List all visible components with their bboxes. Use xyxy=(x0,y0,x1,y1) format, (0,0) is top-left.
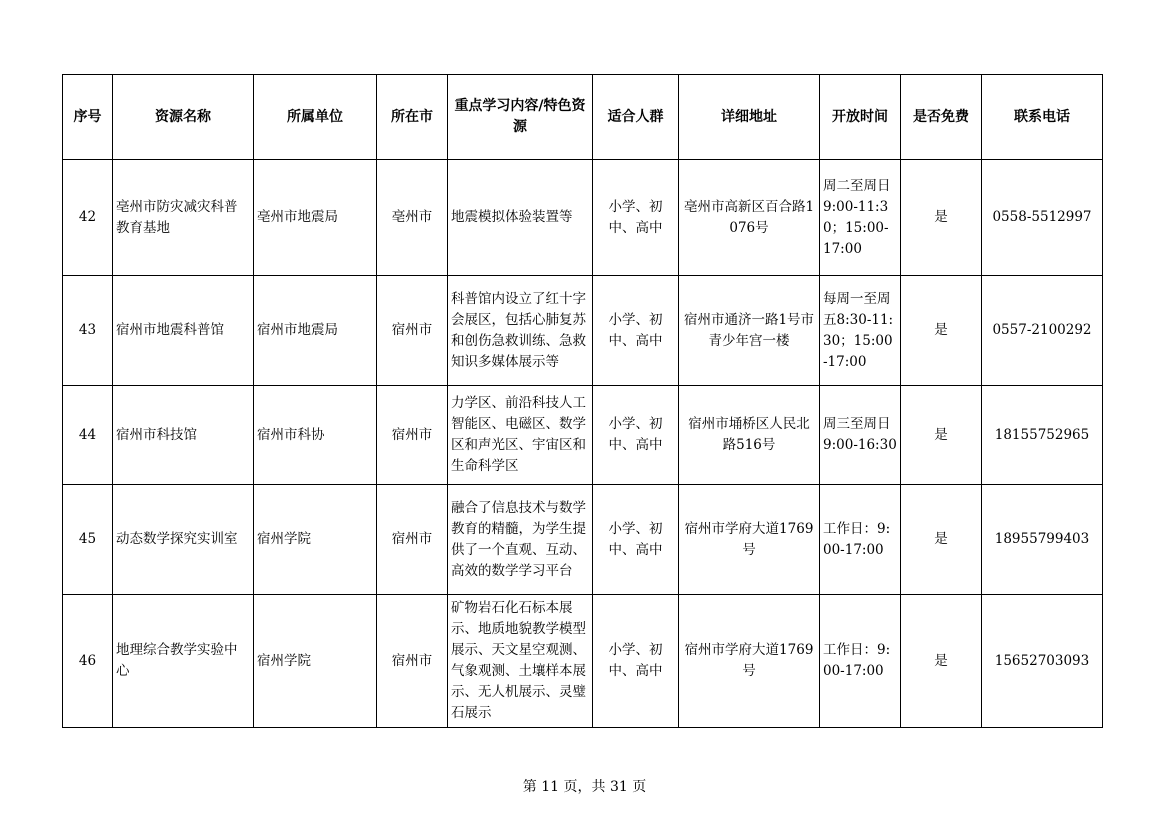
cell-audience: 小学、初中、高中 xyxy=(593,386,679,485)
cell-unit: 宿州学院 xyxy=(254,595,377,728)
header-hours: 开放时间 xyxy=(820,75,901,160)
cell-content: 融合了信息技术与数学教育的精髓，为学生提供了一个直观、互动、高效的数学学习平台 xyxy=(448,485,593,595)
cell-unit: 亳州市地震局 xyxy=(254,160,377,276)
table-row xyxy=(63,595,1103,728)
cell-city: 宿州市 xyxy=(377,386,448,485)
header-free: 是否免费 xyxy=(901,75,982,160)
cell-city: 宿州市 xyxy=(377,276,448,386)
table-row xyxy=(63,276,1103,386)
header-no: 序号 xyxy=(63,75,113,160)
cell-content: 地震模拟体验装置等 xyxy=(448,160,593,276)
cell-hours: 每周一至周五8:30-11:30；15:00-17:00 xyxy=(820,276,901,386)
resource-table xyxy=(62,74,1103,728)
cell-name: 动态数学探究实训室 xyxy=(113,485,254,595)
cell-address: 宿州市学府大道1769号 xyxy=(679,595,820,728)
header-audience: 适合人群 xyxy=(593,75,679,160)
header-phone: 联系电话 xyxy=(982,75,1103,160)
cell-content: 科普馆内设立了红十字会展区，包括心肺复苏和创伤急救训练、急救知识多媒体展示等 xyxy=(448,276,593,386)
cell-free: 是 xyxy=(901,276,982,386)
cell-hours: 周三至周日9:00-16:30 xyxy=(820,386,901,485)
cell-phone: 18155752965 xyxy=(982,386,1103,485)
cell-content-text: 矿物岩石化石标本展示、地质地貌教学模型展示、天文星空观测、气象观测、土壤样本展示、无人机展示、灵璧石展示 xyxy=(451,600,586,721)
header-unit: 所属单位 xyxy=(254,75,377,160)
table-row xyxy=(63,485,1103,595)
cell-name: 宿州市科技馆 xyxy=(113,386,254,485)
cell-no: 44 xyxy=(63,386,113,485)
cell-name: 宿州市地震科普馆 xyxy=(113,276,254,386)
cell-address: 宿州市埇桥区人民北路516号 xyxy=(679,386,820,485)
cell-name: 地理综合教学实验中心 xyxy=(113,595,254,728)
table-header-row xyxy=(63,75,1103,160)
table-row xyxy=(63,386,1103,485)
cell-free: 是 xyxy=(901,485,982,595)
header-city: 所在市 xyxy=(377,75,448,160)
cell-free: 是 xyxy=(901,595,982,728)
cell-phone: 0557-2100292 xyxy=(982,276,1103,386)
cell-no: 45 xyxy=(63,485,113,595)
cell-address: 亳州市高新区百合路1076号 xyxy=(679,160,820,276)
cell-city: 宿州市 xyxy=(377,485,448,595)
header-address: 详细地址 xyxy=(679,75,820,160)
cell-address: 宿州市通济一路1号市青少年宫一楼 xyxy=(679,276,820,386)
cell-audience: 小学、初中、高中 xyxy=(593,595,679,728)
cell-hours: 工作日：9:00-17:00 xyxy=(820,485,901,595)
cell-city: 亳州市 xyxy=(377,160,448,276)
cell-free: 是 xyxy=(901,386,982,485)
cell-content xyxy=(448,595,593,728)
cell-phone: 18955799403 xyxy=(982,485,1103,595)
cell-name: 亳州市防灾减灾科普教育基地 xyxy=(113,160,254,276)
cell-content: 力学区、前沿科技人工智能区、电磁区、数学区和声光区、宇宙区和生命科学区 xyxy=(448,386,593,485)
cell-no: 43 xyxy=(63,276,113,386)
cell-phone: 0558-5512997 xyxy=(982,160,1103,276)
cell-hours: 工作日：9:00-17:00 xyxy=(820,595,901,728)
cell-address: 宿州市学府大道1769号 xyxy=(679,485,820,595)
cell-unit: 宿州市地震局 xyxy=(254,276,377,386)
header-content: 重点学习内容/特色资源 xyxy=(448,75,593,160)
cell-audience: 小学、初中、高中 xyxy=(593,160,679,276)
cell-no: 42 xyxy=(63,160,113,276)
header-name: 资源名称 xyxy=(113,75,254,160)
cell-phone: 15652703093 xyxy=(982,595,1103,728)
cell-audience: 小学、初中、高中 xyxy=(593,485,679,595)
cell-free: 是 xyxy=(901,160,982,276)
cell-no: 46 xyxy=(63,595,113,728)
page-number: 第 11 页，共 31 页 xyxy=(522,779,647,795)
cell-audience: 小学、初中、高中 xyxy=(593,276,679,386)
cell-hours: 周二至周日9:00-11:30；15:00-17:00 xyxy=(820,160,901,276)
cell-unit: 宿州市科协 xyxy=(254,386,377,485)
cell-unit: 宿州学院 xyxy=(254,485,377,595)
table-row xyxy=(63,160,1103,276)
cell-city: 宿州市 xyxy=(377,595,448,728)
